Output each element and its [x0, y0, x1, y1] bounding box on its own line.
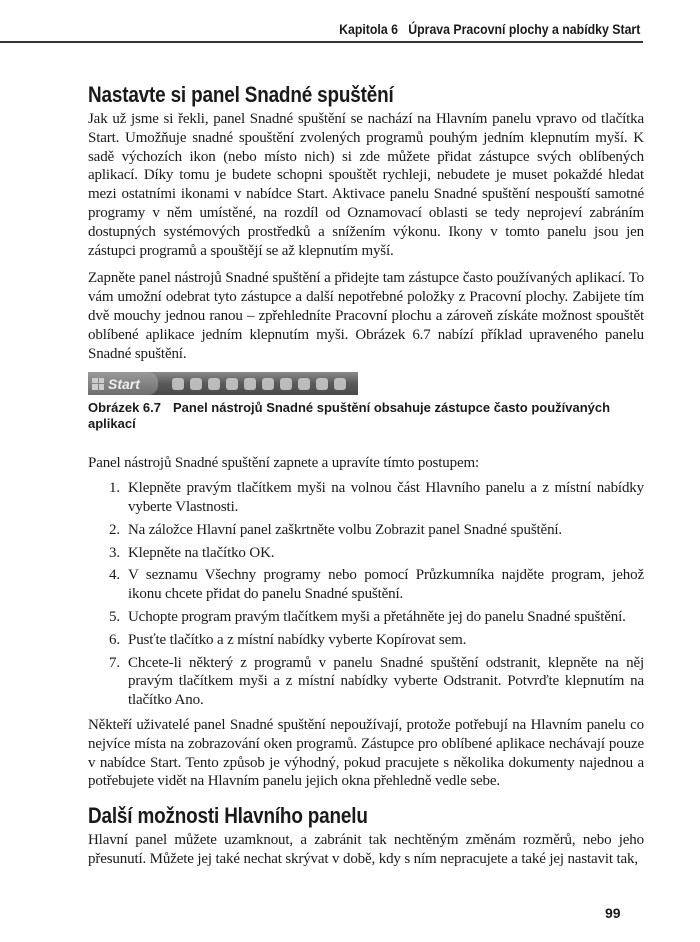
start-button	[88, 372, 158, 395]
paragraph: Jak už jsme si řekli, panel Snadné spuštění se nachází na Hlavním panelu vpravo od tlačítka Start. Umožňuje snadné spouštění zvolených programů pouhým jedním klepnutím myší. K sadě výchozích ikon (nebo místo nich) si zde můžete přidat zástupce svých oblíbených aplikací. Díky tomu je budete schopni spouštět rychleji, nebudete je muset pokaždé hledat mezi ostatními ikonami v nabídce Start. Aktivace panelu Snadné spuštění nespouští samotné programy v něm umístěné, na rozdíl od Oznamovací oblasti se tedy neprojeví zabráním dostupných systémových prostředků a snížením výkonu. Ikony v tomto panelu jsou jen zástupci programů a spouštějí se až klepnutím myší.	[88, 111, 644, 259]
page-content	[88, 82, 644, 878]
list-item	[88, 654, 644, 710]
step-text: Na záložce Hlavní panel zaškrtněte volbu Zobrazit panel Snadné spuštění.	[128, 521, 563, 538]
list-item	[88, 566, 644, 604]
figure-caption	[88, 400, 644, 432]
step-number: 7.	[109, 654, 120, 671]
running-header: Kapitola 6 Úprava Pracovní plochy a nabídky Start	[338, 21, 640, 37]
mail-icon	[280, 378, 292, 390]
printer-icon	[316, 378, 328, 390]
step-text: Pusťte tlačítko a z místní nabídky vyberte Kopírovat sem.	[128, 631, 467, 648]
caption-number: Obrázek 6.7	[88, 400, 161, 416]
clock-icon	[226, 378, 238, 390]
app-icon	[244, 378, 256, 390]
step-number: 6.	[109, 631, 120, 648]
list-item	[88, 608, 644, 627]
steps-list	[88, 479, 644, 710]
list-item	[88, 631, 644, 650]
list-item	[88, 479, 644, 517]
quick-launch-icons	[172, 378, 346, 390]
step-number: 2.	[109, 521, 120, 538]
page-number: 99	[605, 905, 621, 921]
list-item	[88, 544, 644, 563]
header-rule	[0, 41, 643, 43]
app-icon	[298, 378, 310, 390]
step-text: V seznamu Všechny programy nebo pomocí Průzkumníka najděte program, jehož ikonu chcete přidat do panelu Snadné spuštění.	[128, 567, 644, 603]
step-number: 3.	[109, 544, 120, 561]
app-icon	[334, 378, 346, 390]
step-text: Uchopte program pravým tlačítkem myši a přetáhněte jej do panelu Snadné spuštění.	[128, 608, 626, 625]
paragraph: Hlavní panel můžete uzamknout, a zabránit tak nechtěným změnám rozměrů, nebo jeho přesunutí. Můžete jej také nechat skrývat v době, kdy s ním nepracujete a také jej nastavit tak,	[88, 832, 644, 867]
paragraph: Zapněte panel nástrojů Snadné spuštění a přidejte tam zástupce často používaných aplikací. To vám umožní odebrat tyto zástupce a další nepotřebné položky z Pracovní plochy. Zabijete tím dvě mouchy jednou ranou – zpřehledníte Pracovní plochu a zároveň získáte možnost spouštět oblíbené aplikace jedním klepnutím myši. Obrázek 6.7 nabízí příklad upraveného panelu Snadné spuštění.	[88, 270, 644, 362]
step-number: 1.	[109, 480, 120, 497]
windows-logo-icon	[92, 378, 104, 390]
caption-text: Panel nástrojů Snadné spuštění obsahuje zástupce často používaných aplikací	[88, 400, 611, 432]
app-icon	[172, 378, 184, 390]
step-text: Klepněte na tlačítko OK.	[128, 544, 275, 561]
section-heading: Další možnosti Hlavního panelu	[88, 803, 368, 829]
taskbar-figure	[88, 372, 358, 395]
app-icon	[190, 378, 202, 390]
list-item	[88, 521, 644, 540]
step-number: 5.	[109, 608, 120, 625]
step-number: 4.	[109, 567, 120, 584]
section-heading: Nastavte si panel Snadné spuštění	[88, 82, 394, 107]
start-label: Start	[108, 375, 140, 392]
paragraph: Panel nástrojů Snadné spuštění zapnete a upravíte tímto postupem:	[88, 455, 479, 472]
step-text: Chcete-li některý z programů v panelu Snadné spuštění odstranit, klepněte na něj pravým tlačítkem myši a z místní nabídky vyberte Odstranit. Potvrďte klepnutím na tlačítko Ano.	[128, 654, 644, 709]
step-text: Klepněte pravým tlačítkem myši na volnou část Hlavního panelu a z místní nabídky vyberte Vlastnosti.	[128, 480, 644, 515]
app-icon	[262, 378, 274, 390]
paragraph: Někteří uživatelé panel Snadné spuštění nepoužívají, protože potřebují na Hlavním panelu co nejvíce místa na zobrazování oken programů. Zástupce pro oblíbené aplikace nechávají pouze v nabídce Start. Tento způsob je výhodný, pokud pracujete s několika dokumenty najednou a potřebujete vidět na Hlavním panelu jejich okna přehledně vedle sebe.	[88, 716, 644, 790]
browser-icon	[208, 378, 220, 390]
